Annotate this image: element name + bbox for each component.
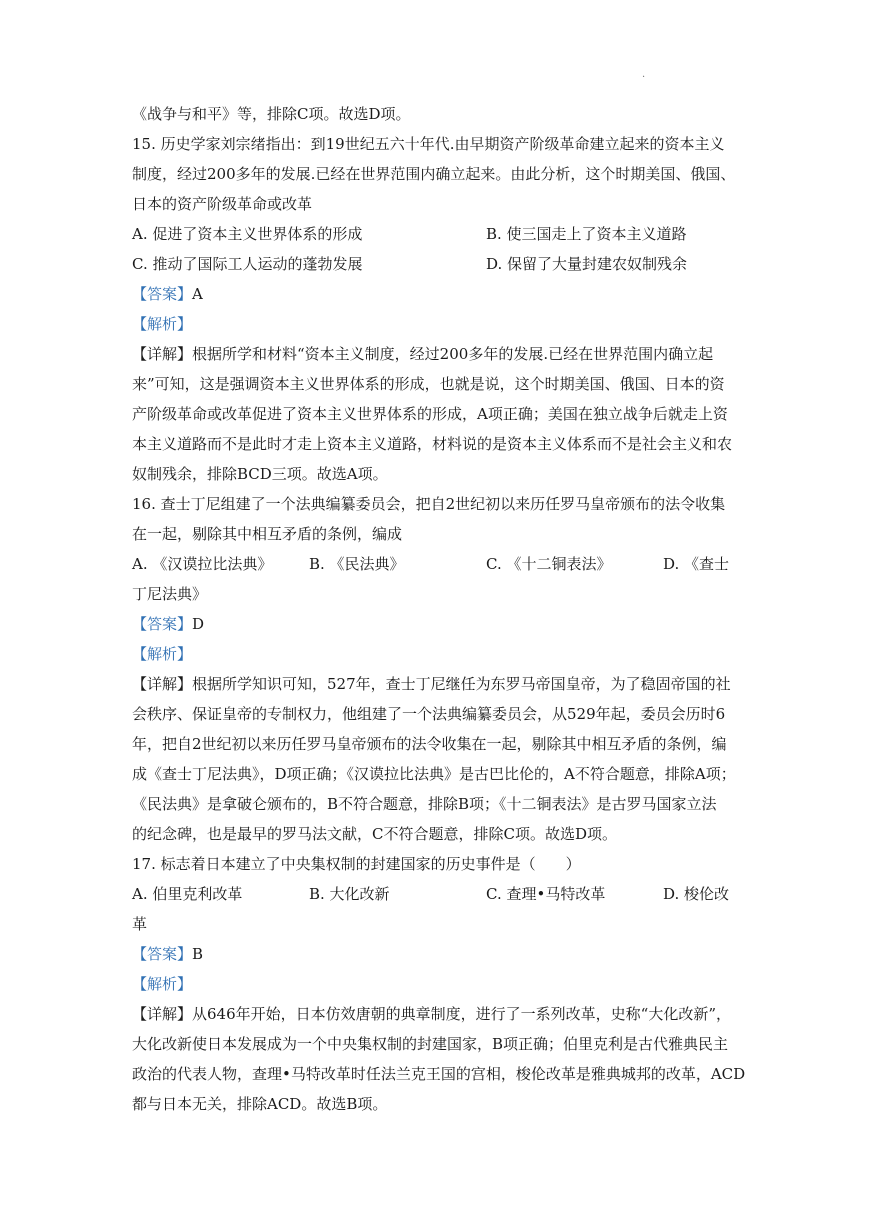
- text-line: 制度，经过200多年的发展.已经在世界范围内确立起来。由此分析，这个时期美国、俄国、: [132, 165, 736, 183]
- detail-tag: 【详解】: [132, 345, 193, 363]
- page-marker: ·: [642, 72, 646, 83]
- detail-line: [132, 344, 713, 364]
- detail-line: 《民法典》是拿破仑颁布的，B不符合题意，排除B项；《十二铜表法》是古罗马国家立法: [132, 795, 717, 813]
- detail-line: 成《查士丁尼法典》，D项正确；《汉谟拉比法典》是古巴比伦的，A不符合题意，排除A项；: [132, 765, 736, 783]
- answer-line: [132, 284, 203, 304]
- detail-line: 来”可知，这是强调资本主义世界体系的形成，也就是说，这个时期美国、俄国、日本的资: [132, 375, 725, 393]
- analysis-line: [132, 644, 192, 664]
- analysis-line: [132, 314, 192, 334]
- answer-value: A: [192, 285, 203, 303]
- question-15-stem: 15. 历史学家刘宗绪指出：到19世纪五六十年代.由早期资产阶级革命建立起来的资本主义: [132, 135, 725, 153]
- detail-text: 根据所学知识可知，527年，查士丁尼继任为东罗马帝国皇帝，为了稳固帝国的社: [192, 675, 731, 693]
- text-line: 日本的资产阶级革命或改革: [132, 195, 313, 213]
- detail-line: 的纪念碑，也是最早的罗马法文献，C不符合题意，排除C项。故选D项。: [132, 825, 617, 843]
- option-c: C. 查理•马特改革: [486, 885, 606, 903]
- analysis-line: [132, 974, 192, 994]
- detail-text: 从646年开始，日本仿效唐朝的典章制度，进行了一系列改革，史称“大化改新”，: [192, 1005, 731, 1023]
- analysis-tag: 【解析】: [132, 645, 193, 663]
- answer-tag: 【答案】: [132, 945, 193, 963]
- option-d: D. 《查士: [663, 555, 730, 573]
- question-16-stem: 16. 查士丁尼组建了一个法典编纂委员会，把自2世纪初以来历任罗马皇帝颁布的法令收集: [132, 495, 726, 513]
- answer-tag: 【答案】: [132, 615, 193, 633]
- answer-line: [132, 944, 203, 964]
- text-line: 《战争与和平》等，排除C项。故选D项。: [132, 105, 411, 123]
- option-b: B. 《民法典》: [309, 555, 405, 573]
- answer-value: B: [192, 945, 204, 963]
- analysis-tag: 【解析】: [132, 975, 193, 993]
- detail-line: 产阶级革命或改革促进了资本主义世界体系的形成，A项正确；美国在独立战争后就走上资: [132, 405, 728, 423]
- option-d: D. 保留了大量封建农奴制残余: [486, 255, 688, 273]
- detail-line: 年，把自2世纪初以来历任罗马皇帝颁布的法令收集在一起，剔除其中相互矛盾的条例，编: [132, 735, 727, 753]
- detail-line: 本主义道路而不是此时才走上资本主义道路，材料说的是资本主义体系而不是社会主义和农: [132, 435, 733, 453]
- text-line: 在一起，剔除其中相互矛盾的条例，编成: [132, 525, 403, 543]
- option-c: C. 推动了国际工人运动的蓬勃发展: [132, 255, 363, 273]
- option-d-continued: 丁尼法典》: [132, 585, 208, 603]
- answer-tag: 【答案】: [132, 285, 193, 303]
- detail-line: 大化改新使日本发展成为一个中央集权制的封建国家，B项正确；伯里克利是古代雅典民主: [132, 1035, 729, 1053]
- detail-line: [132, 674, 731, 694]
- detail-line: 奴制残余，排除BCD三项。故选A项。: [132, 465, 388, 483]
- option-a: A. 促进了资本主义世界体系的形成: [132, 225, 363, 243]
- option-b: B. 使三国走上了资本主义道路: [486, 225, 687, 243]
- detail-line: [132, 1004, 731, 1024]
- option-c: C. 《十二铜表法》: [486, 555, 612, 573]
- analysis-tag: 【解析】: [132, 315, 193, 333]
- option-a: A. 伯里克利改革: [132, 885, 243, 903]
- detail-text: 根据所学和材料“资本主义制度，经过200多年的发展.已经在世界范围内确立起: [192, 345, 714, 363]
- question-17-stem: 17. 标志着日本建立了中央集权制的封建国家的历史事件是（ ）: [132, 855, 581, 873]
- option-a: A. 《汉谟拉比法典》: [132, 555, 273, 573]
- detail-tag: 【详解】: [132, 675, 193, 693]
- option-d-continued: 革: [132, 915, 148, 933]
- detail-line: 都与日本无关，排除ACD。故选B项。: [132, 1095, 388, 1113]
- answer-value: D: [192, 615, 205, 633]
- detail-line: 会秩序、保证皇帝的专制权力，他组建了一个法典编纂委员会，从529年起，委员会历时6: [132, 705, 726, 723]
- answer-line: [132, 614, 204, 634]
- option-d: D. 梭伦改: [663, 885, 730, 903]
- option-b: B. 大化改新: [309, 885, 390, 903]
- detail-line: 政治的代表人物，查理•马特改革时任法兰克王国的宫相，梭伦改革是雅典城邦的改革，ACD: [132, 1065, 746, 1083]
- detail-tag: 【详解】: [132, 1005, 193, 1023]
